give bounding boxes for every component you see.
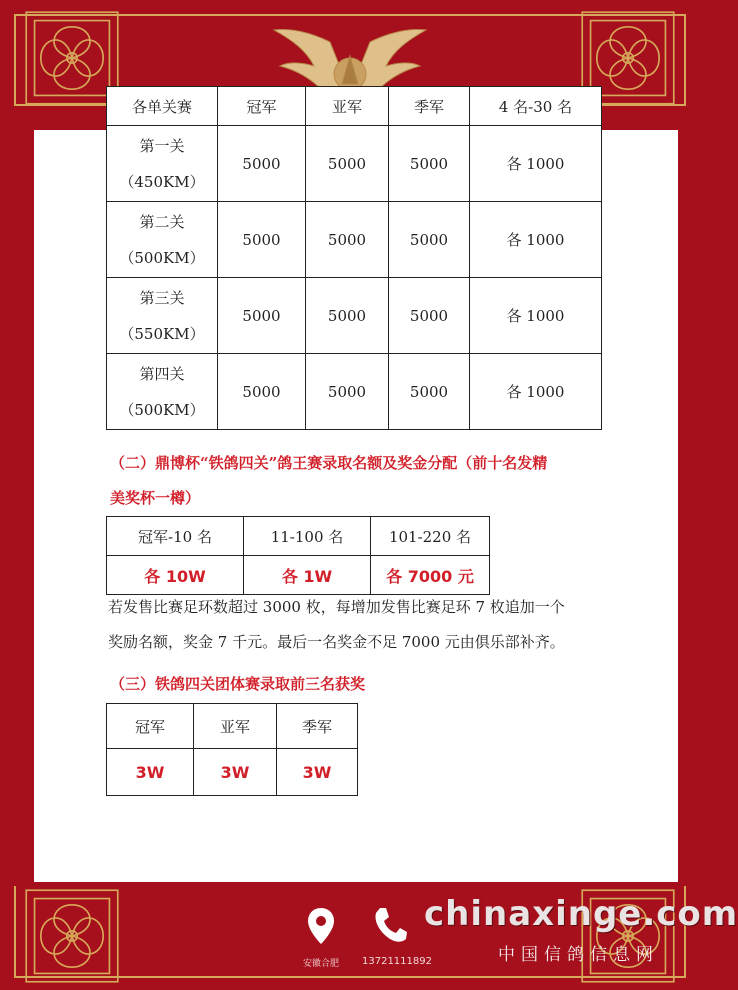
- prize-value: 3W: [107, 749, 194, 796]
- prize-cell: 5000: [306, 126, 389, 202]
- table-row: [107, 749, 358, 796]
- table-header-row: [107, 517, 490, 556]
- footer-phone: 13721111892: [362, 956, 432, 967]
- header-4-30: 4 名-30 名: [470, 87, 602, 126]
- stage-distance: （500KM）: [119, 248, 205, 267]
- stage-cell: [107, 278, 218, 354]
- location-pin-icon: [306, 906, 336, 946]
- prize-cell: 5000: [306, 202, 389, 278]
- table-row: [107, 354, 602, 430]
- bonus-paragraph-line1: 若发售比赛足环数超过 3000 枚，每增加发售比赛足环 7 枚追加一个: [108, 598, 565, 616]
- table-row: [107, 278, 602, 354]
- prize-cell: 5000: [306, 278, 389, 354]
- prize-value: 3W: [194, 749, 277, 796]
- header-rank-1-10: 冠军-10 名: [107, 517, 244, 556]
- prize-cell: 各 1000: [470, 354, 602, 430]
- stage-cell: [107, 354, 218, 430]
- prize-cell: 5000: [389, 126, 470, 202]
- stage-distance: （550KM）: [119, 324, 205, 343]
- prize-value: 3W: [277, 749, 358, 796]
- stage-name: 第四关: [139, 364, 185, 383]
- footer-location: 安徽合肥: [303, 959, 340, 969]
- prize-cell: 5000: [218, 278, 306, 354]
- prize-cell: 5000: [306, 354, 389, 430]
- header-second: 亚军: [194, 704, 277, 749]
- prize-cell: 5000: [218, 126, 306, 202]
- bonus-paragraph-line2: 奖励名额，奖金 7 千元。最后一名奖金不足 7000 元由俱乐部补齐。: [108, 633, 565, 651]
- header-rank-101-220: 101-220 名: [371, 517, 490, 556]
- stage-cell: [107, 202, 218, 278]
- gold-border-right: [684, 14, 686, 104]
- stage-cell: [107, 126, 218, 202]
- stage-distance: （500KM）: [119, 400, 205, 419]
- ornament-bottom-left-icon: [20, 884, 124, 988]
- header-third: 季军: [389, 87, 470, 126]
- gold-border-bottom-left: [14, 886, 16, 976]
- prize-cell: 各 1000: [470, 126, 602, 202]
- header-second: 亚军: [306, 87, 389, 126]
- prize-value: 各 10W: [107, 556, 244, 595]
- header-stage: 各单关赛: [107, 87, 218, 126]
- table-row: [107, 556, 490, 595]
- table-row: [107, 126, 602, 202]
- gold-border-left: [14, 14, 16, 104]
- prize-cell: 5000: [389, 354, 470, 430]
- watermark-site-name: 中国信鸽信息网: [498, 945, 659, 965]
- stage-distance: （450KM）: [119, 172, 205, 191]
- king-prize-table: [106, 516, 490, 595]
- table-row: [107, 202, 602, 278]
- team-prize-table: [106, 703, 358, 796]
- header-first: 冠军: [218, 87, 306, 126]
- table-header-row: [107, 87, 602, 126]
- stage-name: 第二关: [139, 212, 185, 231]
- watermark-domain: chinaxinge.com: [424, 894, 738, 934]
- prize-cell: 各 1000: [470, 202, 602, 278]
- prize-cell: 5000: [218, 354, 306, 430]
- prize-value: 各 1W: [244, 556, 371, 595]
- prize-cell: 各 1000: [470, 278, 602, 354]
- header-rank-11-100: 11-100 名: [244, 517, 371, 556]
- header-first: 冠军: [107, 704, 194, 749]
- header-third: 季军: [277, 704, 358, 749]
- prize-cell: 5000: [389, 278, 470, 354]
- table-header-row: [107, 704, 358, 749]
- stage-prize-table: [106, 86, 602, 430]
- prize-cell: 5000: [389, 202, 470, 278]
- stage-name: 第三关: [139, 288, 185, 307]
- stage-name: 第一关: [139, 136, 185, 155]
- section3-heading: （三）铁鸽四关团体赛录取前三名获奖: [110, 675, 366, 693]
- prize-cell: 5000: [218, 202, 306, 278]
- prize-value: 各 7000 元: [371, 556, 490, 595]
- section2-heading-line1: （二）鼎博杯“铁鸽四关”鸽王赛录取名额及奖金分配（前十名发精: [110, 454, 548, 472]
- phone-icon: [372, 906, 408, 944]
- section2-heading-line2: 美奖杯一樽）: [110, 489, 201, 507]
